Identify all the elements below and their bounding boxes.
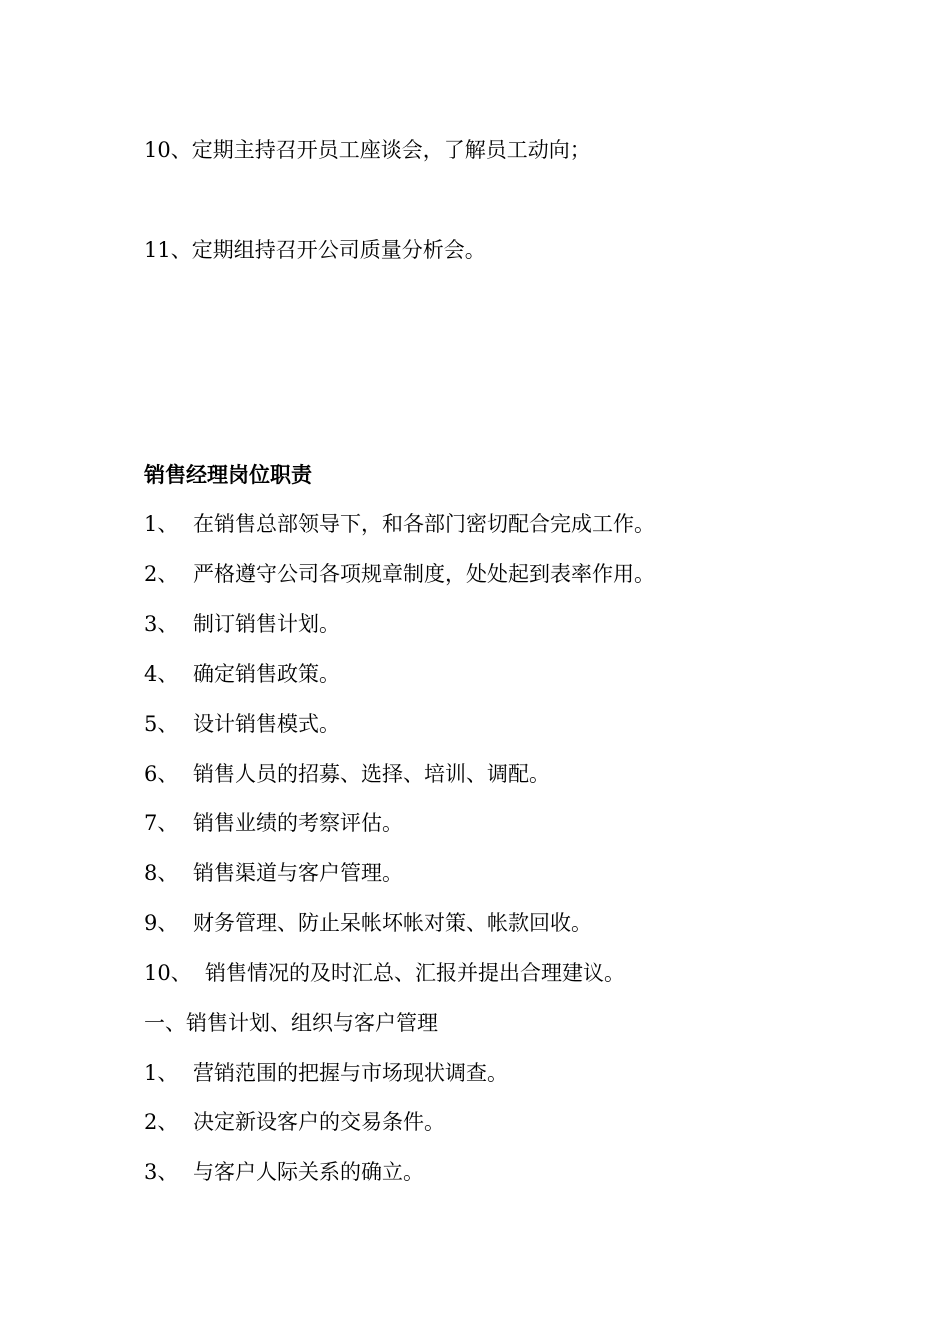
item-text: 决定新设客户的交易条件。 [193, 1110, 445, 1134]
item-number: 1、 [144, 512, 179, 536]
list-item [144, 860, 403, 886]
item-text: 营销范围的把握与市场现状调查。 [193, 1061, 508, 1085]
item-number: 9、 [144, 911, 179, 935]
item-text: 销售人员的招募、选择、培训、调配。 [193, 762, 550, 786]
item-number: 7、 [144, 811, 179, 835]
item-number: 10、 [144, 138, 192, 162]
item-text: 确定销售政策。 [193, 662, 340, 686]
section-heading: 销售经理岗位职责 [144, 462, 312, 487]
list-item [144, 960, 625, 986]
item-number: 4、 [144, 662, 179, 686]
item-number: 1、 [144, 1061, 179, 1085]
list-item [144, 1109, 445, 1135]
item-text: 定期组持召开公司质量分析会。 [191, 238, 486, 262]
item-number: 6、 [144, 762, 179, 786]
list-item [144, 761, 550, 787]
item-number: 3、 [144, 612, 179, 636]
item-number: 8、 [144, 861, 179, 885]
item-text: 销售情况的及时汇总、汇报并提出合理建议。 [205, 961, 625, 985]
list-item [144, 910, 592, 936]
list-item [144, 810, 403, 836]
item-text: 销售业绩的考察评估。 [193, 811, 403, 835]
item-text: 与客户人际关系的确立。 [193, 1160, 424, 1184]
item-text: 销售渠道与客户管理。 [193, 861, 403, 885]
list-item [144, 137, 591, 163]
list-item [144, 1060, 508, 1086]
item-text: 制订销售计划。 [193, 612, 340, 636]
list-item [144, 237, 486, 263]
item-number: 2、 [144, 1110, 179, 1134]
item-number: 11、 [144, 238, 192, 262]
item-number: 3、 [144, 1160, 179, 1184]
item-text: 财务管理、防止呆帐坏帐对策、帐款回收。 [193, 911, 592, 935]
item-text: 定期主持召开员工座谈会，了解员工动向； [191, 138, 591, 162]
list-item [144, 611, 340, 637]
list-item [144, 1159, 424, 1185]
list-item [144, 661, 340, 687]
item-text: 设计销售模式。 [193, 712, 340, 736]
list-item [144, 711, 340, 737]
item-text: 严格遵守公司各项规章制度，处处起到表率作用。 [193, 562, 655, 586]
subsection-heading: 一、销售计划、组织与客户管理 [144, 1011, 438, 1035]
item-text: 在销售总部领导下，和各部门密切配合完成工作。 [193, 512, 655, 536]
item-number: 5、 [144, 712, 179, 736]
item-number: 2、 [144, 562, 179, 586]
list-item [144, 511, 655, 537]
list-item [144, 561, 655, 587]
item-number: 10、 [144, 961, 192, 985]
